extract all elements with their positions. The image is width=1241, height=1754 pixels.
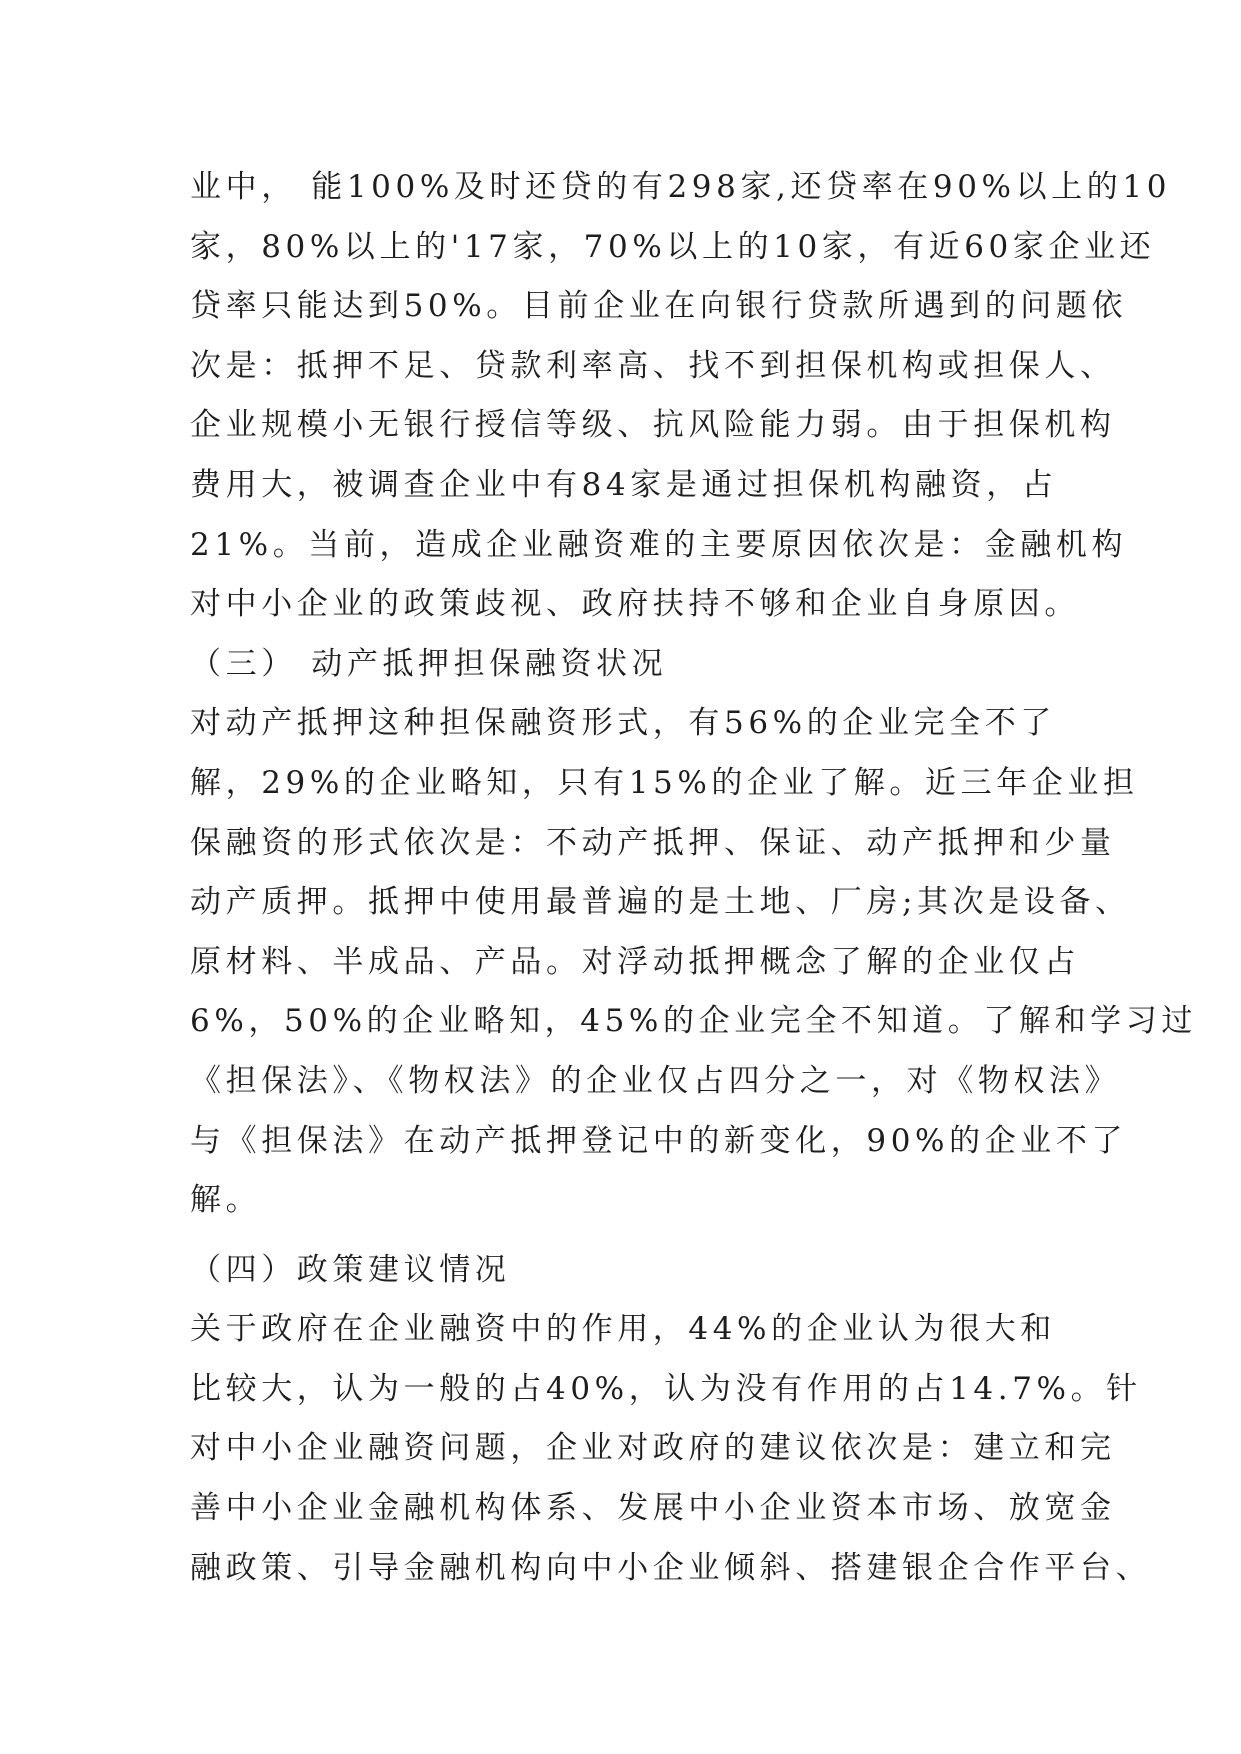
text-line: 解，29%的企业略知，只有15%的企业了解。近三年企业担 <box>190 764 1139 801</box>
text-line: 融政策、引导金融机构向中小企业倾斜、搭建银企合作平台、 <box>190 1549 1152 1586</box>
text-line: 对动产抵押这种担保融资形式，有56%的企业完全不了 <box>190 705 1056 742</box>
text-line: 贷率只能达到50%。目前企业在向银行贷款所遇到的问题依 <box>190 288 1128 325</box>
text-line: 6%，50%的企业略知，45%的企业完全不知道。了解和学习过 <box>190 1003 1197 1040</box>
text-line: 善中小企业金融机构体系、发展中小企业资本市场、放宽金 <box>190 1490 1116 1527</box>
paragraph-gap <box>190 1231 1070 1241</box>
text-line: 原材料、半成品、产品。对浮动抵押概念了解的企业仅占 <box>190 943 1080 980</box>
text-line: 《担保法》、《物权法》的企业仅占四分之一，对《物权法》 <box>190 1062 1121 1099</box>
text-line: 保融资的形式依次是：不动产抵押、保证、动产抵押和少量 <box>190 824 1116 861</box>
text-line: 次是：抵押不足、贷款利率高、找不到担保机构或担保人、 <box>190 347 1116 384</box>
text-line: 关于政府在企业融资中的作用，44%的企业认为很大和 <box>190 1311 1056 1348</box>
section-heading-3: （三） 动产抵押担保融资状况 <box>190 645 668 682</box>
text-line: 21%。当前，造成企业融资难的主要原因依次是：金融机构 <box>190 526 1128 563</box>
text-line: 与《担保法》在动产抵押登记中的新变化，90%的企业不了 <box>190 1122 1128 1159</box>
document-body <box>190 158 1197 1598</box>
text-line: 业中， 能100%及时还贷的有298家,还贷率在90%以上的10 <box>190 169 1172 205</box>
text-line: 费用大，被调查企业中有84家是通过担保机构融资，占 <box>190 466 1058 503</box>
text-line: 对中小企业的政策歧视、政府扶持不够和企业自身原因。 <box>190 586 1080 623</box>
text-line: 企业规模小无银行授信等级、抗风险能力弱。由于担保机构 <box>190 407 1116 444</box>
text-line: 家，80%以上的'17家，70%以上的10家，有近60家企业还 <box>190 228 1156 265</box>
text-line: 解。 <box>190 1182 262 1219</box>
section-heading-4: （四）政策建议情况 <box>190 1251 511 1288</box>
text-line: 比较大，认为一般的占40%，认为没有作用的占14.7%。针 <box>190 1370 1142 1407</box>
text-line: 动产质押。抵押中使用最普遍的是土地、厂房;其次是设备、 <box>190 884 1131 921</box>
text-line: 对中小企业融资问题，企业对政府的建议依次是：建立和完 <box>190 1430 1116 1467</box>
